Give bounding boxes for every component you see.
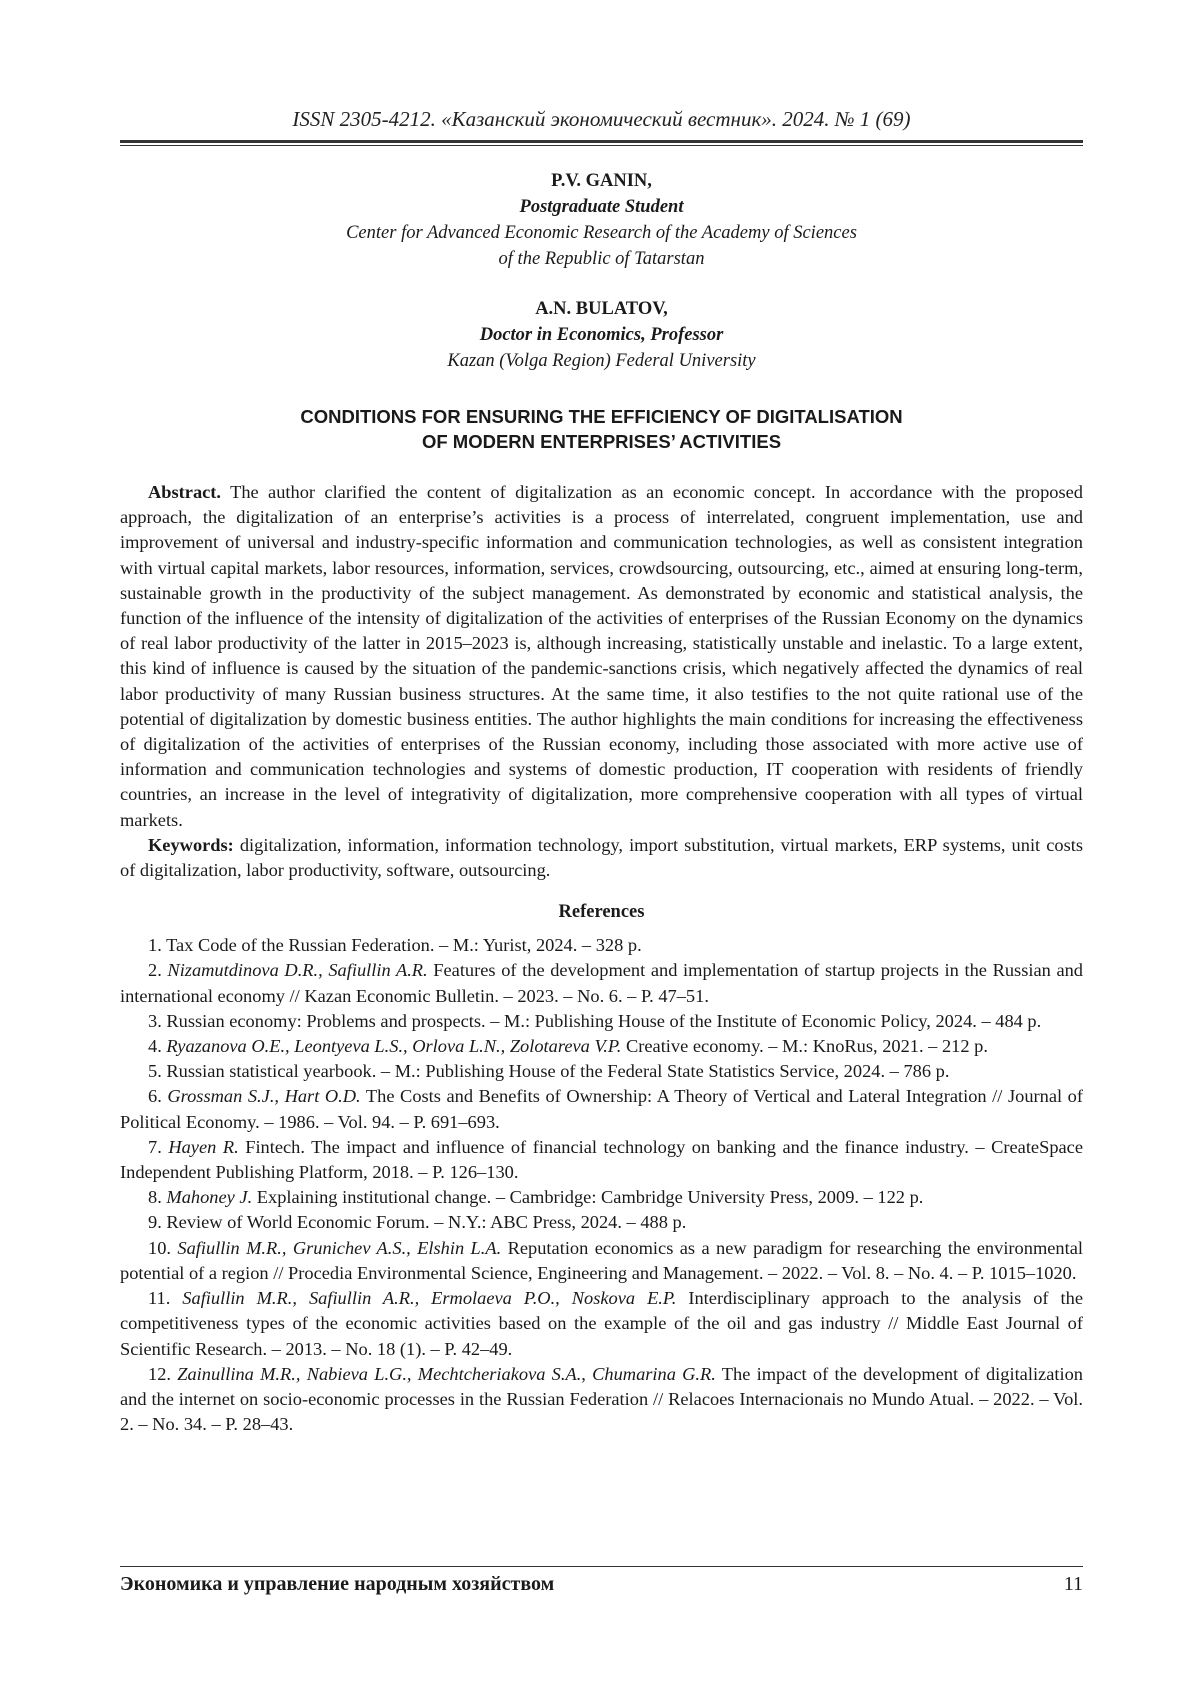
reference-number: 12. [148,1363,178,1384]
reference-text: Explaining institutional change. – Cambridge: Cambridge University Press, 2009. – 122 p. [252,1187,924,1208]
reference-text: Interdisciplinary approach to the analysis of the competitiveness types of the economic activities based on the example of the oil and gas industry // Middle East Journal of Scientific Research. – 2013. – No. 18 (1). – P. 42–49. [120,1288,1083,1359]
reference-authors: Hayen R. [168,1136,239,1157]
article-page [120,0,1083,1437]
reference-item [120,1009,1083,1034]
reference-authors: Safiullin M.R., Safiullin A.R., Ermolaeva P.O., Noskova E.P. [182,1288,677,1309]
page-footer [120,1570,1083,1598]
author-name: P.V. GANIN, [551,171,652,191]
reference-item [120,1059,1083,1084]
reference-number: 11. [148,1288,183,1309]
reference-text: The impact of the development of digitalization and the internet on socio-economic processes in the Russian Federation // Relacoes Internacionais no Mundo Atual. – 2022. – Vol. 2. – No. 34. – P. 28–43. [120,1363,1083,1435]
reference-text: Reputation economics as a new paradigm for researching the environmental potential of a region // Procedia Environmental Science, Engineering and Management. – 2022. – Vol. 8. – No. 4. – P. 1015–1020. [120,1237,1083,1283]
reference-authors: Nizamutdinova D.R., Safiullin A.R. [167,960,428,981]
reference-number: 3. [148,1010,167,1031]
author-block-1 [120,168,1083,272]
reference-item [120,1084,1083,1134]
references-list [120,933,1083,1437]
running-head: ISSN 2305-4212. «Казанский экономический вестник». 2024. № 1 (69) [292,107,911,131]
abstract-text: The author clarified the content of digitalization as an economic concept. In accordance with the proposed approach, the digitalization of an enterprise’s activities is a process of interrelated, congruent implementation, use and improvement of universal and industry-specific information and communication technologies, as well as consistent integration with virtual capital markets, labor resources, information, services, crowdsourcing, outsourcing, etc., aimed at ensuring long-term, sustainable growth in the productivity of the subject management. As demonstrated by economic and statistical analysis, the function of the influence of the intensity of digitalization of the activities of enterprises of the Russian Economy on the dynamics of real labor productivity of the latter in 2015–2023 is, although increasing, statistically unstable and inelastic. To a large extent, this kind of influence is caused by the situation of the pandemic-sanctions crisis, which negatively affected the dynamics of real labor productivity of many Russian business structures. At the same time, it also testifies to the not quite rational use of the potential of digitalization by domestic business entities. The author highlights the main conditions for increasing the effectiveness of digitalization of the activities of enterprises of the Russian economy, including those associated with more active use of information and communication technologies and systems of domestic production, IT cooperation with residents of friendly countries, an increase in the level of integrativity of digitalization, more comprehensive cooperation with all types of virtual markets. [120,482,1083,830]
reference-number: 4. [148,1036,167,1057]
author-position: Doctor in Economics, Professor [479,325,724,345]
abstract-label: Abstract. [148,482,222,502]
reference-number: 6. [148,1086,168,1107]
reference-item [120,1362,1083,1438]
reference-item [120,1135,1083,1185]
reference-item [120,1185,1083,1210]
reference-authors: Safiullin M.R., Grunichev A.S., Elshin L.A. [177,1237,502,1258]
reference-text: Fintech. The impact and influence of financial technology on banking and the finance industry. – CreateSpace Independent Publishing Platform, 2018. – P. 126–130. [120,1136,1084,1183]
references-heading: References [558,902,645,923]
reference-text: The Costs and Benefits of Ownership: A Theory of Vertical and Lateral Integration // Journal of Political Economy. – 1986. – Vol. 94. – P. 691–693. [120,1086,1083,1132]
keywords-paragraph [120,833,1083,883]
author-name: A.N. BULATOV, [535,299,668,319]
reference-item [120,1210,1083,1235]
author-affiliation-cont: of the Republic of Tatarstan [498,249,705,269]
keywords-text: digitalization, information, information technology, import substitution, virtual markets, ERP systems, unit costs of digitalization, labor productivity, software, outsourcing. [120,834,1083,881]
keywords-label: Keywords: [148,834,234,855]
reference-authors: Mahoney J. [166,1187,253,1208]
reference-authors: Zainullina M.R., Nabieva L.G., Mechtcheriakova S.A., Chumarina G.R. [177,1363,716,1384]
reference-text: Russian statistical yearbook. – M.: Publishing House of the Federal State Statistics Service, 2024. – 786 p. [166,1061,950,1082]
author-affiliation: Center for Advanced Economic Research of the Academy of Sciences [346,223,857,243]
reference-item [120,958,1083,1008]
article-title-line1: CONDITIONS FOR ENSURING THE EFFICIENCY OF DIGITALISATION [300,406,903,427]
page-number: 11 [1063,1573,1083,1595]
reference-item [120,933,1083,958]
author-affiliation: Kazan (Volga Region) Federal University [447,351,756,371]
footer-journal-section: Экономика и управление народным хозяйством [120,1573,555,1595]
reference-number: 8. [148,1187,167,1208]
footer-rule [120,1566,1083,1567]
article-title [120,404,1083,454]
reference-authors: Grossman S.J., Hart O.D. [167,1086,361,1107]
article-title-line2: OF MODERN ENTERPRISES’ ACTIVITIES [421,431,782,452]
reference-number: 9. [148,1212,167,1233]
reference-number: 10. [148,1237,178,1258]
reference-number: 1. [148,935,167,956]
reference-number: 7. [148,1136,169,1157]
reference-number: 5. [148,1061,167,1082]
reference-item [120,1034,1083,1059]
reference-text: Review of World Economic Forum. – N.Y.: ABC Press, 2024. – 488 p. [166,1212,687,1233]
abstract-section [120,480,1083,883]
header-rule [120,140,1083,143]
reference-authors: Ryazanova O.E., Leontyeva L.S., Orlova L.N., Zolotareva V.P. [166,1036,622,1057]
reference-text: Features of the development and implementation of startup projects in the Russian and international economy // Kazan Economic Bulletin. – 2023. – No. 6. – P. 47–51. [120,960,1083,1006]
reference-text: Creative economy. – M.: KnoRus, 2021. – 212 p. [621,1036,988,1057]
reference-text: Tax Code of the Russian Federation. – M.: Yurist, 2024. – 328 p. [166,935,642,956]
author-position: Postgraduate Student [519,197,684,217]
reference-item [120,1236,1083,1286]
reference-text: Russian economy: Problems and prospects. – M.: Publishing House of the Institute of Economic Policy, 2024. – 484 p. [166,1010,1042,1031]
author-block-2 [120,296,1083,374]
reference-number: 2. [148,960,168,981]
reference-item [120,1286,1083,1362]
header-rule-thin [120,145,1083,146]
abstract-paragraph [120,480,1083,833]
